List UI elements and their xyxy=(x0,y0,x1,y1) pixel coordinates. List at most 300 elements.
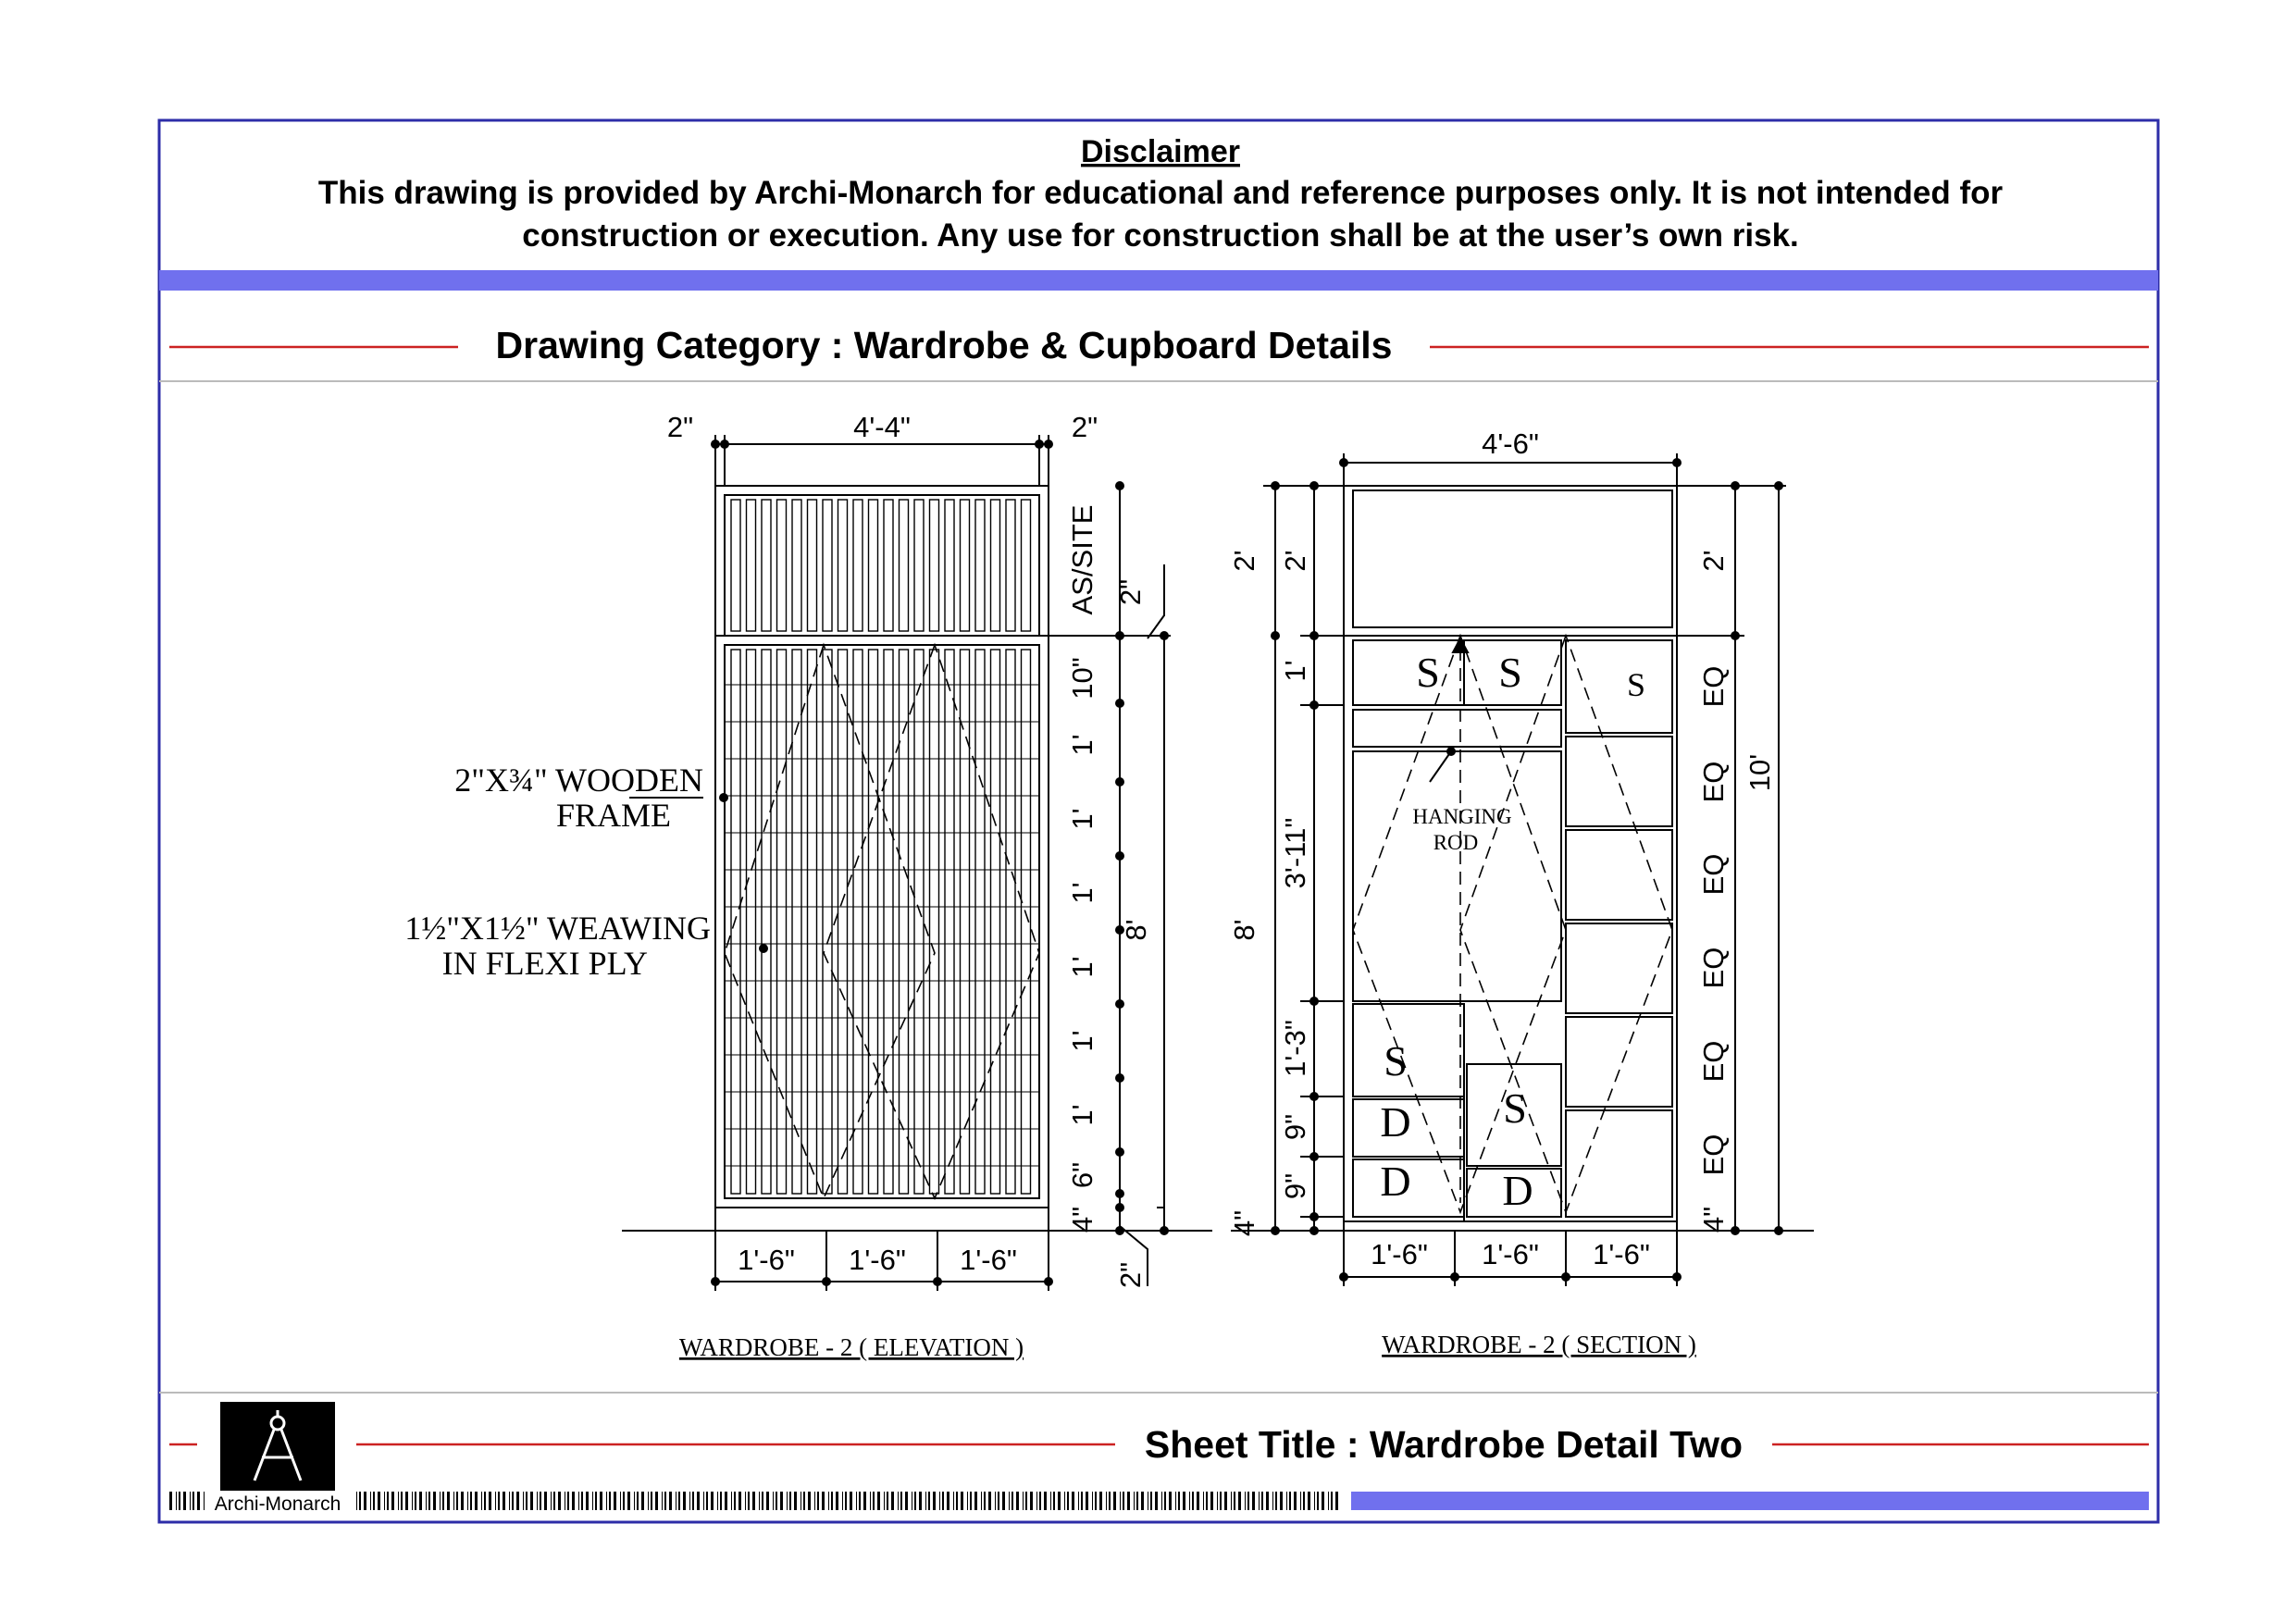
barcode-bar xyxy=(481,1492,482,1510)
elev-dim-right: 2" xyxy=(1114,1261,1147,1289)
barcode-bar xyxy=(789,1492,791,1510)
barcode-bar xyxy=(470,1492,472,1510)
sec-dim-left-inner: 1'-3" xyxy=(1279,1020,1311,1077)
barcode-bar xyxy=(433,1492,436,1510)
slat xyxy=(1006,500,1015,631)
slat xyxy=(914,650,924,1194)
slat xyxy=(747,500,756,631)
dim-dot xyxy=(1115,1203,1124,1212)
slat xyxy=(731,650,740,1194)
slat xyxy=(930,650,939,1194)
barcode-bar xyxy=(692,1492,694,1510)
slat xyxy=(884,650,893,1194)
barcode-bar xyxy=(800,1492,801,1510)
slat xyxy=(869,500,878,631)
barcode-bar xyxy=(981,1492,982,1510)
barcode-bar xyxy=(1245,1492,1246,1510)
barcode-bar xyxy=(586,1492,589,1510)
barcode-bar xyxy=(970,1492,972,1510)
elev-dim-right: 10" xyxy=(1066,657,1098,700)
elev-dim-right: AS/SITE xyxy=(1066,504,1098,615)
dim-dot xyxy=(1309,1212,1319,1221)
dim-dot xyxy=(1672,458,1682,467)
hanging-rod-line-2: ROD xyxy=(1433,831,1479,854)
dim-dot xyxy=(1774,1226,1783,1235)
barcode-bar xyxy=(1275,1492,1277,1510)
barcode-bar xyxy=(558,1492,561,1510)
elev-dim-right: 2" xyxy=(1114,578,1147,606)
barcode-bar xyxy=(1113,1492,1116,1510)
dim-dot xyxy=(1271,481,1280,490)
barcode-bar xyxy=(905,1492,908,1510)
barcode-bar xyxy=(578,1492,579,1510)
barcode-bar xyxy=(572,1492,575,1510)
barcode-bar xyxy=(1123,1492,1124,1510)
elev-dim-total: 8' xyxy=(1120,919,1152,941)
cell-shelf-2: S xyxy=(1498,649,1522,696)
slat xyxy=(747,650,756,1194)
barcode-bar xyxy=(1206,1492,1208,1510)
barcode-bar xyxy=(551,1492,552,1510)
barcode-bar xyxy=(703,1492,704,1510)
barcode-bar xyxy=(928,1492,930,1510)
slat xyxy=(777,500,787,631)
barcode-bar xyxy=(197,1492,200,1510)
barcode-bar xyxy=(1086,1492,1088,1510)
barcode-bar xyxy=(925,1492,926,1510)
dim-dot xyxy=(1309,1092,1319,1101)
elev-dim-bottom-2: 1'-6" xyxy=(849,1244,906,1276)
sec-dim-left-inner: 2' xyxy=(1279,550,1311,572)
barcode-bar xyxy=(637,1492,639,1510)
barcode-bar xyxy=(1136,1492,1138,1510)
barcode-bar xyxy=(1099,1492,1102,1510)
barcode-bar xyxy=(1175,1492,1176,1510)
barcode-bar xyxy=(1183,1492,1185,1510)
barcode-bar xyxy=(745,1492,746,1510)
barcode-bar xyxy=(169,1492,172,1510)
barcode-bar xyxy=(836,1492,838,1510)
barcode-bar xyxy=(516,1492,519,1510)
cell-shelf-1: S xyxy=(1416,649,1440,696)
slat xyxy=(930,500,939,631)
slat xyxy=(869,650,878,1194)
barcode-bar xyxy=(503,1492,505,1510)
dim-dot xyxy=(822,1277,831,1286)
barcode-bar xyxy=(1247,1492,1249,1510)
barcode-bar xyxy=(831,1492,833,1510)
barcode-strip xyxy=(169,1492,1338,1510)
barcode-bar xyxy=(456,1492,458,1510)
section-caption: WARDROBE - 2 ( SECTION ) xyxy=(1382,1331,1696,1358)
sec-dim-left-inner: 9" xyxy=(1279,1113,1311,1141)
slat xyxy=(1022,500,1031,631)
dim-dot xyxy=(1731,481,1740,490)
barcode-bar xyxy=(600,1492,602,1510)
dim-dot xyxy=(1044,440,1053,449)
elevation-notes xyxy=(404,762,1024,1361)
barcode-bar xyxy=(845,1492,847,1510)
barcode-bar xyxy=(933,1492,936,1510)
sec-dim-bottom-1: 1'-6" xyxy=(1371,1238,1428,1270)
barcode-bar xyxy=(1011,1492,1013,1510)
barcode-bar xyxy=(609,1492,611,1510)
dim-dot xyxy=(1731,631,1740,640)
barcode-bar xyxy=(530,1492,533,1510)
barcode-bar xyxy=(1294,1492,1297,1510)
elev-dim-top-left: 2" xyxy=(666,411,694,443)
barcode-bar xyxy=(725,1492,727,1510)
dim-dot xyxy=(1561,1272,1570,1282)
slat xyxy=(838,500,848,631)
dim-dot xyxy=(1309,1152,1319,1161)
slat xyxy=(853,650,863,1194)
barcode-bar xyxy=(495,1492,496,1510)
dim-dot xyxy=(1115,999,1124,1009)
sec-dim-bottom-2: 1'-6" xyxy=(1482,1238,1539,1270)
barcode-bar xyxy=(711,1492,714,1510)
dim-dot xyxy=(1731,1226,1740,1235)
dim-dot xyxy=(1309,1226,1319,1235)
slat xyxy=(975,650,985,1194)
barcode-bar xyxy=(1081,1492,1083,1510)
barcode-bar xyxy=(766,1492,769,1510)
barcode-bar xyxy=(842,1492,843,1510)
slat xyxy=(762,650,771,1194)
cell-drawer-2: D xyxy=(1380,1158,1411,1205)
barcode-bar xyxy=(988,1492,991,1510)
barcode-bar xyxy=(415,1492,416,1510)
slat xyxy=(808,650,817,1194)
barcode-bar xyxy=(540,1492,541,1510)
dim-dot xyxy=(759,944,768,953)
barcode-bar xyxy=(738,1492,741,1510)
barcode-bar xyxy=(426,1492,427,1510)
barcode-bar xyxy=(1141,1492,1144,1510)
barcode-bar xyxy=(1231,1492,1232,1510)
sec-dim-total: 10' xyxy=(1744,753,1776,792)
dim-dot xyxy=(1115,851,1124,861)
logo-text: Archi-Monarch xyxy=(214,1493,341,1515)
slat xyxy=(961,500,970,631)
barcode-bar xyxy=(592,1492,593,1510)
dim-dot xyxy=(1339,1272,1348,1282)
barcode-bar xyxy=(808,1492,811,1510)
disclaimer-line-1: This drawing is provided by Archi-Monarch for educational and reference purposes only. It is not intended for xyxy=(317,175,2004,211)
barcode-bar xyxy=(1127,1492,1130,1510)
barcode-bar xyxy=(1210,1492,1213,1510)
barcode-bar xyxy=(1220,1492,1222,1510)
barcode-bar xyxy=(1058,1492,1061,1510)
barcode-bar xyxy=(1109,1492,1111,1510)
drawing-category: Drawing Category : Wardrobe & Cupboard Details xyxy=(495,324,1393,366)
barcode-bar xyxy=(1016,1492,1019,1510)
barcode-bar xyxy=(697,1492,700,1510)
barcode-bar xyxy=(595,1492,597,1510)
barcode-bar xyxy=(489,1492,491,1510)
barcode-bar xyxy=(1023,1492,1024,1510)
slat xyxy=(823,500,832,631)
sheet-title-block xyxy=(169,1423,2149,1510)
sec-dim-right: EQ xyxy=(1697,1040,1730,1083)
barcode-bar xyxy=(1053,1492,1055,1510)
barcode-bar xyxy=(398,1492,399,1510)
barcode-bar xyxy=(1234,1492,1235,1510)
barcode-bar xyxy=(655,1492,658,1510)
barcode-bar xyxy=(498,1492,500,1510)
barcode-bar xyxy=(1203,1492,1204,1510)
barcode-bar xyxy=(662,1492,663,1510)
note-frame-line-1: 2"X¾" WOODEN xyxy=(454,762,703,799)
dim-dot xyxy=(1774,481,1783,490)
sec-dim-right: EQ xyxy=(1697,853,1730,896)
barcode-bar xyxy=(1164,1492,1166,1510)
barcode-bar xyxy=(606,1492,607,1510)
barcode-bar xyxy=(1317,1492,1319,1510)
barcode-bar xyxy=(1322,1492,1324,1510)
barcode-bar xyxy=(794,1492,797,1510)
barcode-bar xyxy=(706,1492,708,1510)
barcode-bar xyxy=(614,1492,616,1510)
barcode-bar xyxy=(1039,1492,1041,1510)
dim-dot xyxy=(1115,631,1124,640)
barcode-bar xyxy=(509,1492,510,1510)
barcode-bar xyxy=(537,1492,538,1510)
barcode-bar xyxy=(780,1492,783,1510)
dim-dot xyxy=(1160,1226,1169,1235)
dim-dot xyxy=(1115,1189,1124,1198)
barcode-bar xyxy=(461,1492,464,1510)
barcode-bar xyxy=(1238,1492,1241,1510)
barcode-bar xyxy=(1314,1492,1315,1510)
barcode-bar xyxy=(475,1492,478,1510)
barcode-bar xyxy=(995,1492,996,1510)
barcode-bar xyxy=(1224,1492,1227,1510)
barcode-bar xyxy=(734,1492,736,1510)
disclaimer-block xyxy=(318,134,2004,254)
barcode-bar xyxy=(863,1492,866,1510)
barcode-bar xyxy=(1106,1492,1107,1510)
barcode-bar xyxy=(581,1492,583,1510)
barcode-bar xyxy=(1120,1492,1121,1510)
barcode-bar xyxy=(1161,1492,1162,1510)
barcode-bar xyxy=(720,1492,722,1510)
barcode-bar xyxy=(776,1492,777,1510)
barcode-bar xyxy=(773,1492,774,1510)
barcode-bar xyxy=(884,1492,885,1510)
sec-dim-left-inner: 9" xyxy=(1279,1172,1311,1200)
barcode-bar xyxy=(1036,1492,1037,1510)
barcode-bar xyxy=(956,1492,958,1510)
barcode-bar xyxy=(939,1492,940,1510)
barcode-bar xyxy=(822,1492,825,1510)
barcode-bar xyxy=(1178,1492,1180,1510)
barcode-bar xyxy=(900,1492,902,1510)
barcode-bar xyxy=(641,1492,644,1510)
barcode-bar xyxy=(731,1492,732,1510)
barcode-bar xyxy=(192,1492,194,1510)
barcode-bar xyxy=(1050,1492,1051,1510)
elevation-drawing xyxy=(622,435,1212,1291)
barcode-bar xyxy=(919,1492,922,1510)
dim-dot xyxy=(1115,481,1124,490)
barcode-bar xyxy=(898,1492,899,1510)
note-frame-line-2: FRAME xyxy=(555,797,671,834)
dim-dot xyxy=(720,440,729,449)
elev-dim-right: 1' xyxy=(1066,808,1098,830)
note-weave-line-2: IN FLEXI PLY xyxy=(441,945,648,982)
barcode-bar xyxy=(856,1492,857,1510)
elev-dim-right: 1' xyxy=(1066,1104,1098,1126)
barcode-bar xyxy=(544,1492,547,1510)
barcode-bar xyxy=(1095,1492,1097,1510)
barcode-bar xyxy=(373,1492,375,1510)
cell-drawer-1: D xyxy=(1380,1098,1411,1146)
sec-dim-right: 4" xyxy=(1697,1206,1730,1233)
sec-dim-right: EQ xyxy=(1697,1134,1730,1176)
barcode-bar xyxy=(526,1492,527,1510)
dim-dot xyxy=(1309,481,1319,490)
barcode-bar xyxy=(623,1492,625,1510)
barcode-bar xyxy=(759,1492,760,1510)
barcode-bar xyxy=(953,1492,954,1510)
barcode-bar xyxy=(678,1492,680,1510)
barcode-bar xyxy=(942,1492,944,1510)
barcode-bar xyxy=(914,1492,916,1510)
cell-shelf-3: S xyxy=(1626,666,1646,703)
barcode-bar xyxy=(359,1492,361,1510)
disclaimer-title: Disclaimer xyxy=(1081,134,1240,169)
category-header xyxy=(169,324,2149,366)
dim-dot xyxy=(711,1277,720,1286)
hanging-rod-line-1: HANGING xyxy=(1412,805,1512,828)
barcode-bar xyxy=(974,1492,977,1510)
dim-dot xyxy=(1271,631,1280,640)
slat xyxy=(731,500,740,631)
slat xyxy=(792,650,801,1194)
barcode-bar xyxy=(428,1492,430,1510)
barcode-bar xyxy=(1272,1492,1273,1510)
barcode-bar xyxy=(1328,1492,1329,1510)
slat xyxy=(991,500,1000,631)
barcode-bar xyxy=(1025,1492,1027,1510)
elev-dim-right: 4" xyxy=(1066,1206,1098,1233)
slat xyxy=(961,650,970,1194)
barcode-bar xyxy=(887,1492,888,1510)
barcode-bar xyxy=(1067,1492,1069,1510)
elev-dim-right: 1' xyxy=(1066,734,1098,756)
sheet-title: Sheet Title : Wardrobe Detail Two xyxy=(1144,1423,1744,1466)
barcode-bar xyxy=(1280,1492,1283,1510)
slat xyxy=(762,500,771,631)
cell-shelf-5: S xyxy=(1503,1084,1527,1132)
barcode-bar xyxy=(859,1492,861,1510)
elevation-dots xyxy=(711,440,1169,1289)
elev-dim-top-right: 2" xyxy=(1071,411,1098,443)
barcode-bar xyxy=(717,1492,718,1510)
barcode-bar xyxy=(1092,1492,1093,1510)
slat xyxy=(975,500,985,631)
dim-dot xyxy=(1271,1226,1280,1235)
sec-dim-left-outer: 4" xyxy=(1228,1209,1260,1237)
slat xyxy=(884,500,893,631)
barcode-bar xyxy=(817,1492,819,1510)
barcode-bar xyxy=(620,1492,621,1510)
barcode-bar xyxy=(190,1492,191,1510)
barcode-bar xyxy=(523,1492,524,1510)
dim-dot xyxy=(1044,1277,1053,1286)
barcode-bar xyxy=(204,1492,205,1510)
barcode-bar xyxy=(762,1492,763,1510)
barcode-bar xyxy=(1155,1492,1158,1510)
barcode-bar xyxy=(669,1492,672,1510)
barcode-bar xyxy=(998,1492,999,1510)
slat xyxy=(853,500,863,631)
disclaimer-line-2: construction or execution. Any use for construction shall be at the user’s own risk. xyxy=(522,217,1799,254)
barcode-bar xyxy=(1197,1492,1199,1510)
logo xyxy=(215,1402,341,1515)
barcode-bar xyxy=(664,1492,666,1510)
slat xyxy=(838,650,848,1194)
barcode-bar xyxy=(1030,1492,1033,1510)
barcode-bar xyxy=(877,1492,880,1510)
barcode-bar xyxy=(179,1492,180,1510)
sec-dim-right: 2' xyxy=(1697,550,1730,572)
slat xyxy=(1006,650,1015,1194)
barcode-bar xyxy=(447,1492,450,1510)
dim-dot xyxy=(719,793,728,802)
barcode-bar xyxy=(1192,1492,1194,1510)
sec-dim-left-inner: 1' xyxy=(1279,660,1311,682)
barcode-bar xyxy=(803,1492,805,1510)
barcode-bar xyxy=(419,1492,422,1510)
barcode-bar xyxy=(364,1492,366,1510)
barcode-bar xyxy=(814,1492,815,1510)
barcode-bar xyxy=(1261,1492,1263,1510)
barcode-bar xyxy=(384,1492,385,1510)
elev-dim-right: 1' xyxy=(1066,1030,1098,1052)
barcode-bar xyxy=(1331,1492,1333,1510)
barcode-bar xyxy=(891,1492,894,1510)
sec-dim-bottom-3: 1'-6" xyxy=(1593,1238,1650,1270)
elevation-caption: WARDROBE - 2 ( ELEVATION ) xyxy=(678,1333,1024,1361)
barcode-bar xyxy=(1064,1492,1065,1510)
sec-dim-left-outer: 2' xyxy=(1228,550,1260,572)
dim-dot xyxy=(1115,1073,1124,1083)
sec-dim-right: EQ xyxy=(1697,761,1730,803)
barcode-bar xyxy=(1300,1492,1301,1510)
barcode-bar xyxy=(484,1492,486,1510)
dim-dot xyxy=(1309,700,1319,710)
dim-dot xyxy=(1339,458,1348,467)
dim-dot xyxy=(1446,747,1456,756)
slat xyxy=(900,500,909,631)
dim-dot xyxy=(1309,631,1319,640)
slat xyxy=(945,650,954,1194)
barcode-bar xyxy=(387,1492,389,1510)
elev-dim-right: 6" xyxy=(1066,1161,1098,1189)
barcode-bar xyxy=(1169,1492,1172,1510)
barcode-bar xyxy=(1308,1492,1310,1510)
elev-dim-bottom-1: 1'-6" xyxy=(738,1244,795,1276)
sec-dim-left-outer: 8' xyxy=(1228,919,1260,941)
barcode-bar xyxy=(873,1492,875,1510)
barcode-bar xyxy=(752,1492,755,1510)
barcode-bar xyxy=(567,1492,569,1510)
elev-dim-bottom-3: 1'-6" xyxy=(960,1244,1017,1276)
barcode-bar xyxy=(1266,1492,1269,1510)
barcode-bar xyxy=(1189,1492,1190,1510)
